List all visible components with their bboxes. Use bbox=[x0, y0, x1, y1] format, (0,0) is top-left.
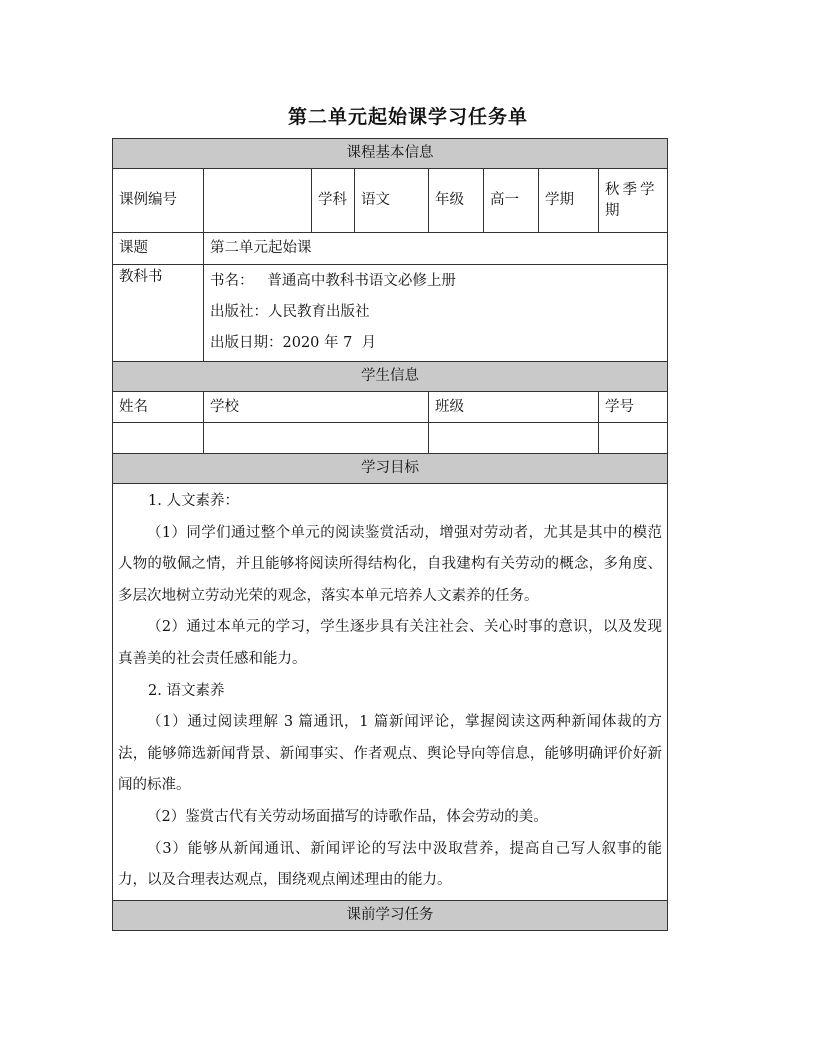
case-number-label: 课例编号 bbox=[113, 169, 204, 233]
term-value: 秋季学期 bbox=[599, 169, 668, 233]
pre-class-header-row bbox=[113, 900, 668, 930]
subject-value: 语文 bbox=[355, 169, 429, 233]
goals-content-row bbox=[113, 484, 668, 901]
class-value[interactable] bbox=[429, 423, 599, 454]
course-info-header-row bbox=[113, 139, 668, 169]
topic-value: 第二单元起始课 bbox=[204, 233, 668, 265]
textbook-name: 书名： 普通高中教科书语文必修上册 bbox=[210, 273, 456, 289]
pre-class-section-title: 课前学习任务 bbox=[113, 900, 668, 930]
document-title: 第二单元起始课学习任务单 bbox=[287, 106, 528, 128]
textbook-publish-date: 出版日期：2020 年 7 月 bbox=[210, 335, 377, 351]
grade-label: 年级 bbox=[429, 169, 484, 233]
goal-heading-language: 2. 语文素养 bbox=[148, 682, 225, 699]
class-header: 班级 bbox=[429, 392, 599, 423]
textbook-publisher: 出版社：人民教育出版社 bbox=[210, 304, 370, 320]
topic-row bbox=[113, 233, 668, 265]
student-info-header-row bbox=[113, 362, 668, 392]
task-sheet-table bbox=[112, 138, 668, 931]
student-info-values bbox=[113, 423, 668, 454]
goal-paragraph: （1）同学们通过整个单元的阅读鉴赏活动，增强对劳动者，尤其是其中的模范人物的敬佩之情，并且能够将阅读所得结构化，自我建构有关劳动的概念，多角度、多层次地树立劳动光荣的观念，落实本单元培养人文素养的任务。 bbox=[118, 524, 662, 604]
course-info-section-title: 课程基本信息 bbox=[113, 139, 668, 169]
textbook-row bbox=[113, 265, 668, 362]
name-value[interactable] bbox=[113, 423, 204, 454]
textbook-label: 教科书 bbox=[113, 265, 204, 362]
course-basic-row bbox=[113, 169, 668, 233]
grade-value: 高一 bbox=[484, 169, 539, 233]
student-info-section-title: 学生信息 bbox=[113, 362, 668, 392]
goal-paragraph: （3）能够从新闻通讯、新闻评论的写法中汲取营养，提高自己写人叙事的能力，以及合理表达观点，围绕观点阐述理由的能力。 bbox=[118, 840, 662, 889]
school-header: 学校 bbox=[204, 392, 429, 423]
goal-paragraph: （1）通过阅读理解 3 篇通讯，1 篇新闻评论，掌握阅读这两种新闻体裁的方法，能够筛选新闻背景、新闻事实、作者观点、舆论导向等信息，能够明确评价好新闻的标准。 bbox=[118, 714, 662, 794]
case-number-value bbox=[204, 169, 312, 233]
name-header: 姓名 bbox=[113, 392, 204, 423]
goal-heading-humanities: 1. 人文素养： bbox=[148, 493, 239, 509]
goals-content bbox=[113, 484, 668, 901]
subject-label: 学科 bbox=[312, 169, 355, 233]
school-value[interactable] bbox=[204, 423, 429, 454]
goals-section-title: 学习目标 bbox=[113, 454, 668, 484]
goals-header-row bbox=[113, 454, 668, 484]
topic-label: 课题 bbox=[113, 233, 204, 265]
goal-paragraph: （2）鉴赏古代有关劳动场面描写的诗歌作品，体会劳动的美。 bbox=[147, 808, 548, 825]
student-info-header bbox=[113, 392, 668, 423]
student-id-header: 学号 bbox=[599, 392, 668, 423]
textbook-details bbox=[204, 265, 668, 362]
student-id-value[interactable] bbox=[599, 423, 668, 454]
term-label: 学期 bbox=[539, 169, 599, 233]
goal-paragraph: （2）通过本单元的学习，学生逐步具有关注社会、关心时事的意识，以及发现真善美的社会责任感和能力。 bbox=[118, 619, 662, 667]
